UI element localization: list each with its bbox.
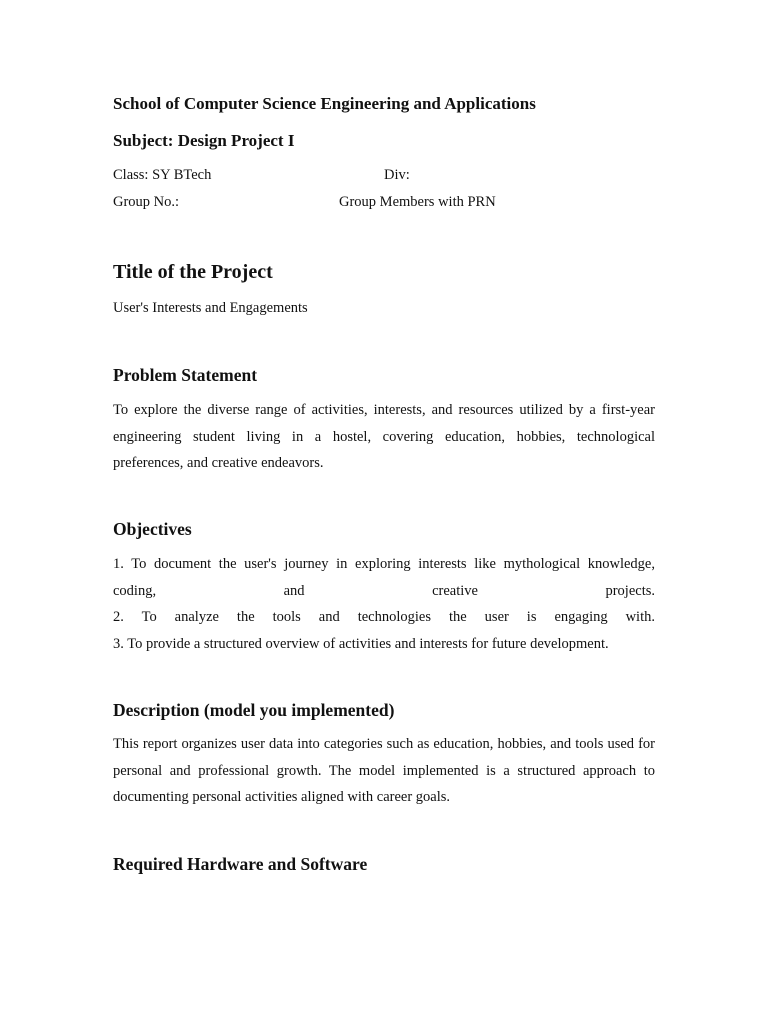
- hardware-software-heading: Required Hardware and Software: [113, 854, 368, 874]
- project-title-value: User's Interests and Engagements: [113, 300, 308, 316]
- objective-line: 2. To analyze the tools and technologies the user is engaging with.: [113, 609, 655, 626]
- problem-statement-text: To explore the diverse range of activities, interests, and resources utilized by a first-year engineering student living in a hostel, covering education, hobbies, technological preferences, and creative endeavors.: [113, 402, 655, 472]
- class-row: [113, 167, 655, 187]
- group-members-label: Group Members with PRN: [339, 194, 496, 210]
- objectives-list: [113, 551, 655, 658]
- project-title-heading: Title of the Project: [113, 261, 273, 283]
- description-heading: Description (model you implemented): [113, 700, 395, 720]
- objectives-heading: Objectives: [113, 519, 192, 539]
- class-label: Class: SY BTech: [113, 167, 212, 183]
- objective-line: 1. To document the user's journey in exploring interests like mythological knowledge,: [113, 556, 655, 572]
- objective-line: coding, and creative projects.: [113, 582, 655, 599]
- description-text: This report organizes user data into categories such as education, hobbies, and tools used for personal and professional growth. The model implemented is a structured approach to documenting personal activities aligned with career goals.: [113, 736, 655, 806]
- document-page: [113, 0, 655, 1024]
- group-label: Group No.:: [113, 194, 180, 210]
- group-row: [113, 194, 655, 214]
- problem-statement-heading: Problem Statement: [113, 365, 258, 385]
- objective-line: 3. To provide a structured overview of activities and interests for future development.: [113, 636, 609, 653]
- school-heading: School of Computer Science Engineering and Applications: [113, 94, 536, 113]
- div-label: Div:: [384, 167, 410, 183]
- subject-heading: Subject: Design Project I: [113, 131, 295, 150]
